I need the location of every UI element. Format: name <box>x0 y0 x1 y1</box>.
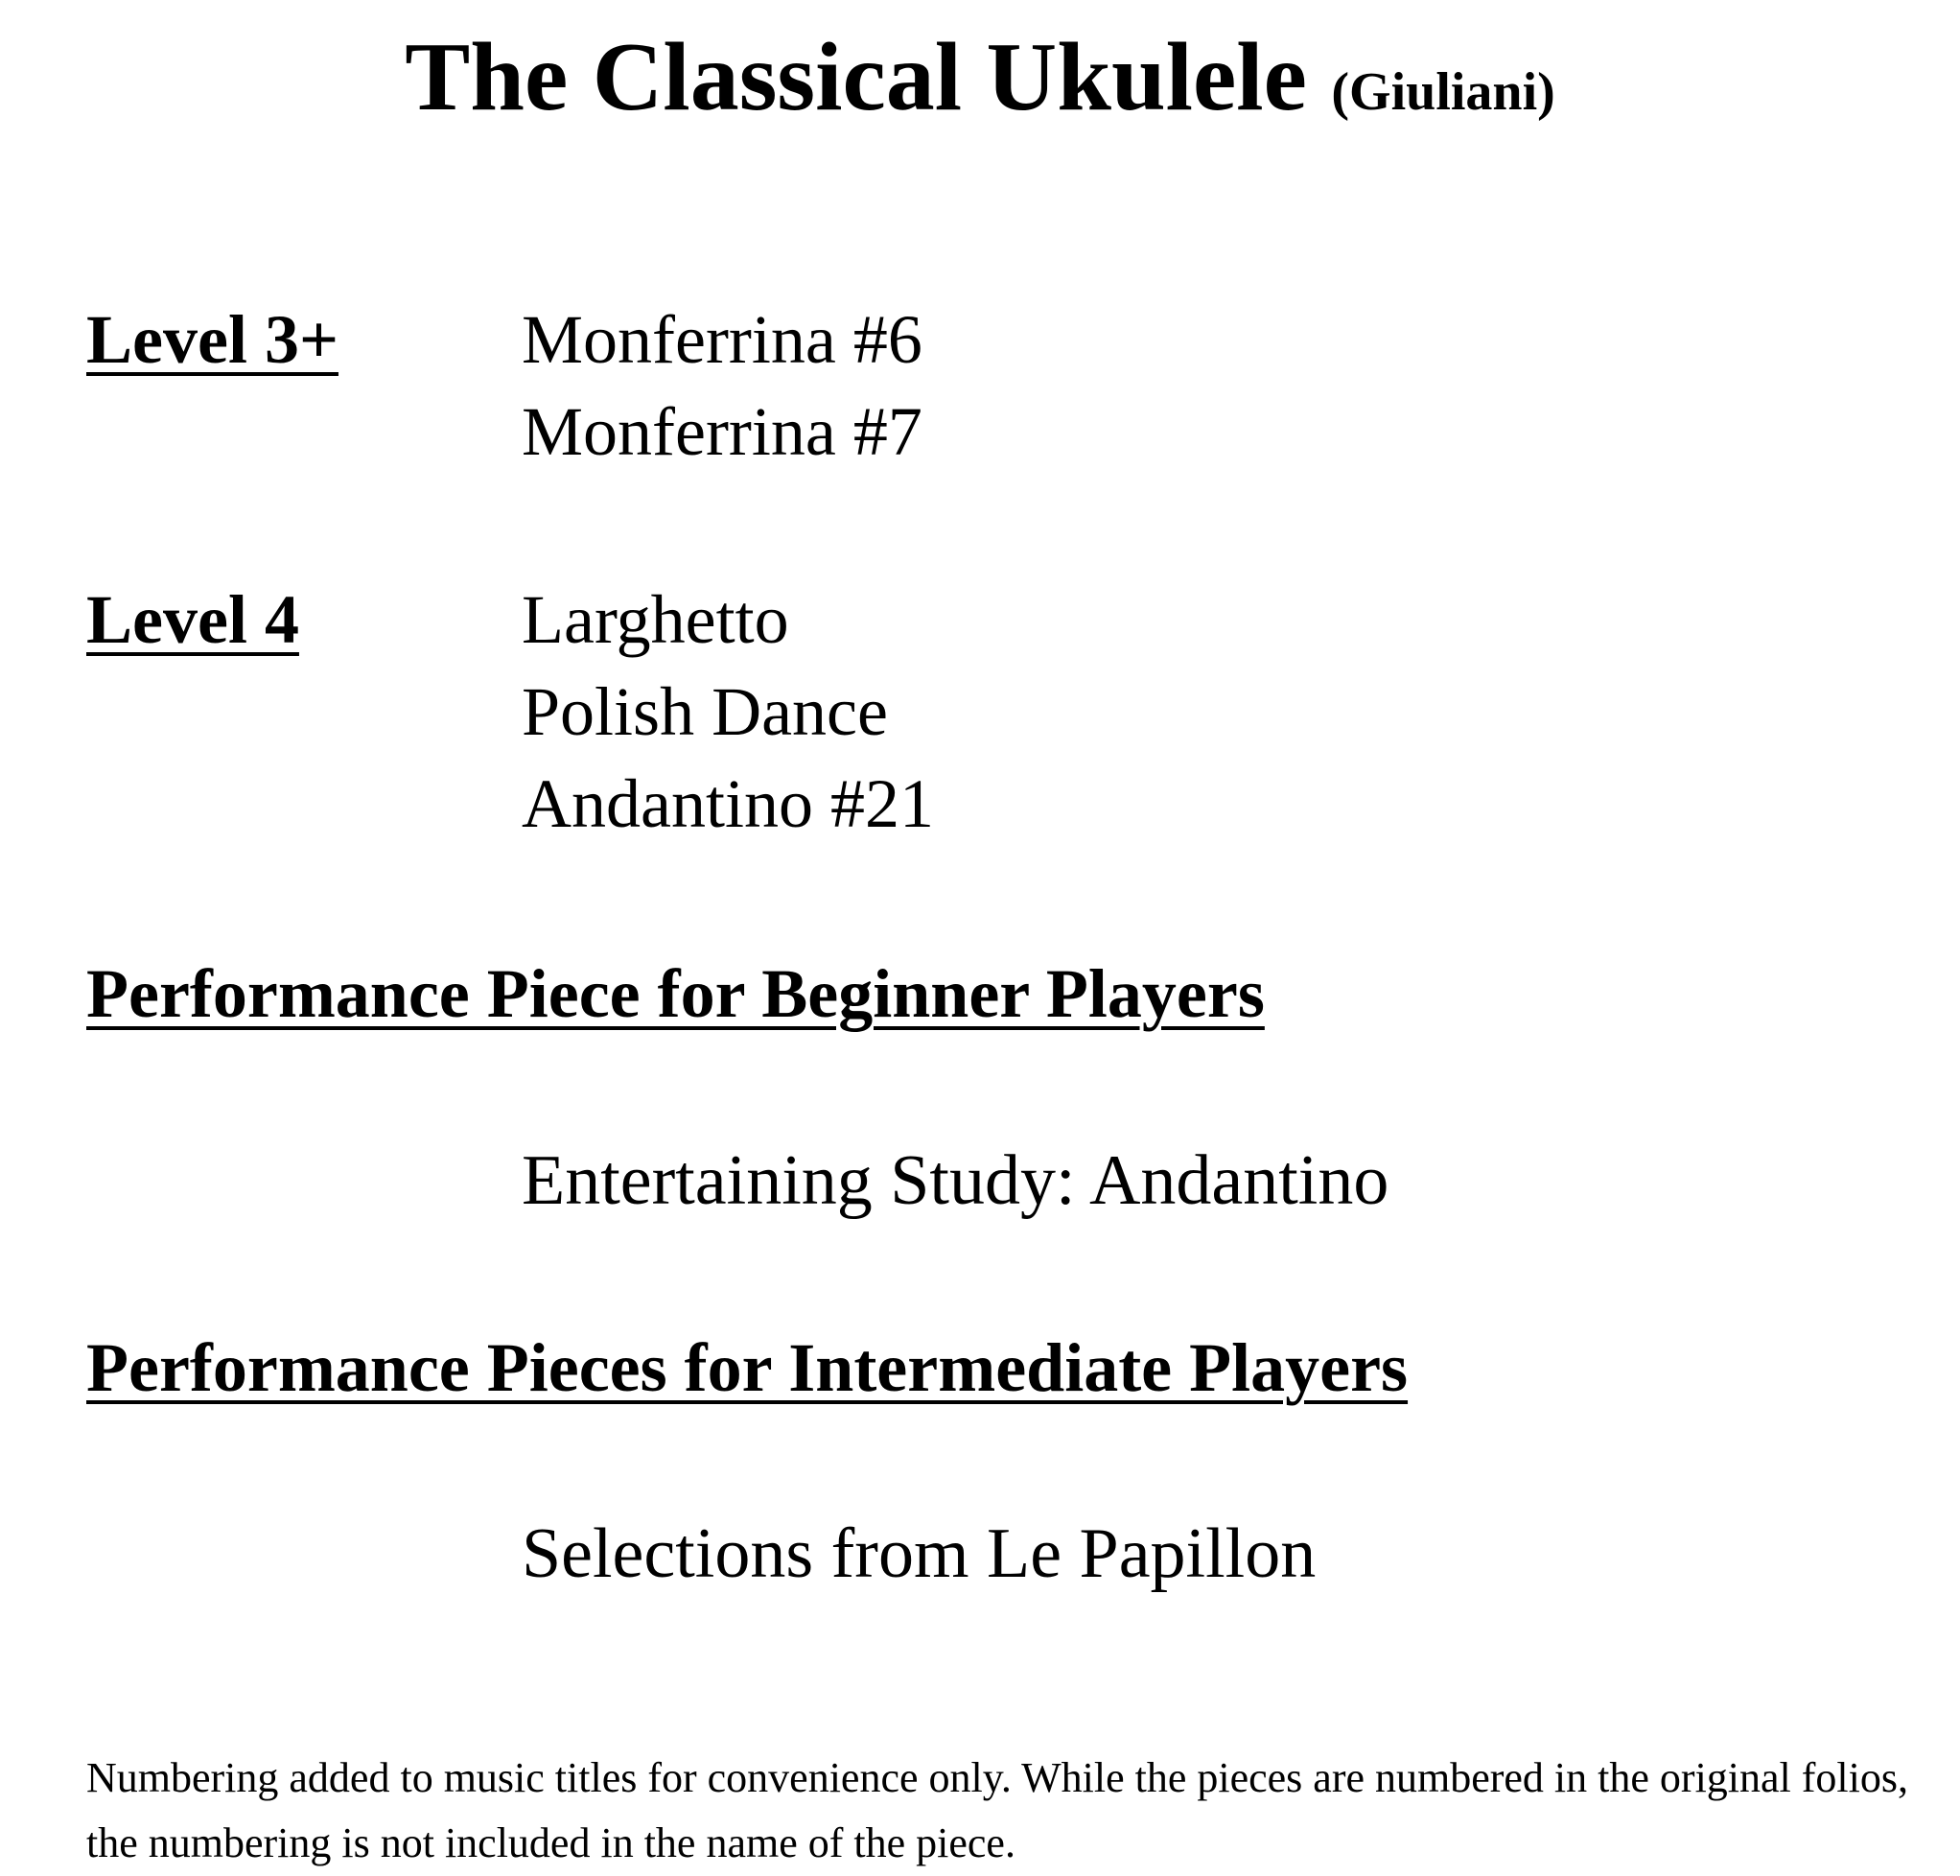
beginner-performance-heading: Performance Piece for Beginner Players <box>86 955 1265 1032</box>
piece-monferrina-6: Monferrina #6 <box>522 301 922 378</box>
page-title <box>0 23 1960 131</box>
piece-le-papillon: Selections from Le Papillon <box>522 1514 1317 1593</box>
title-main: The Classical Ukulele <box>405 23 1307 131</box>
piece-entertaining-study: Entertaining Study: Andantino <box>522 1141 1389 1220</box>
level-4-heading: Level 4 <box>86 581 299 658</box>
piece-andantino-21: Andantino #21 <box>522 765 934 842</box>
numbering-footnote: Numbering added to music titles for convenience only. While the pieces are numbered in the original folios, the numbering is not included in the name of the piece. <box>86 1754 1908 1866</box>
piece-larghetto: Larghetto <box>522 581 789 658</box>
piece-monferrina-7: Monferrina #7 <box>522 393 922 470</box>
level-3-plus-heading: Level 3+ <box>86 301 338 378</box>
intermediate-performance-heading: Performance Pieces for Intermediate Players <box>86 1329 1409 1406</box>
piece-polish-dance: Polish Dance <box>522 673 888 750</box>
title-composer: (Giuliani) <box>1331 62 1555 122</box>
